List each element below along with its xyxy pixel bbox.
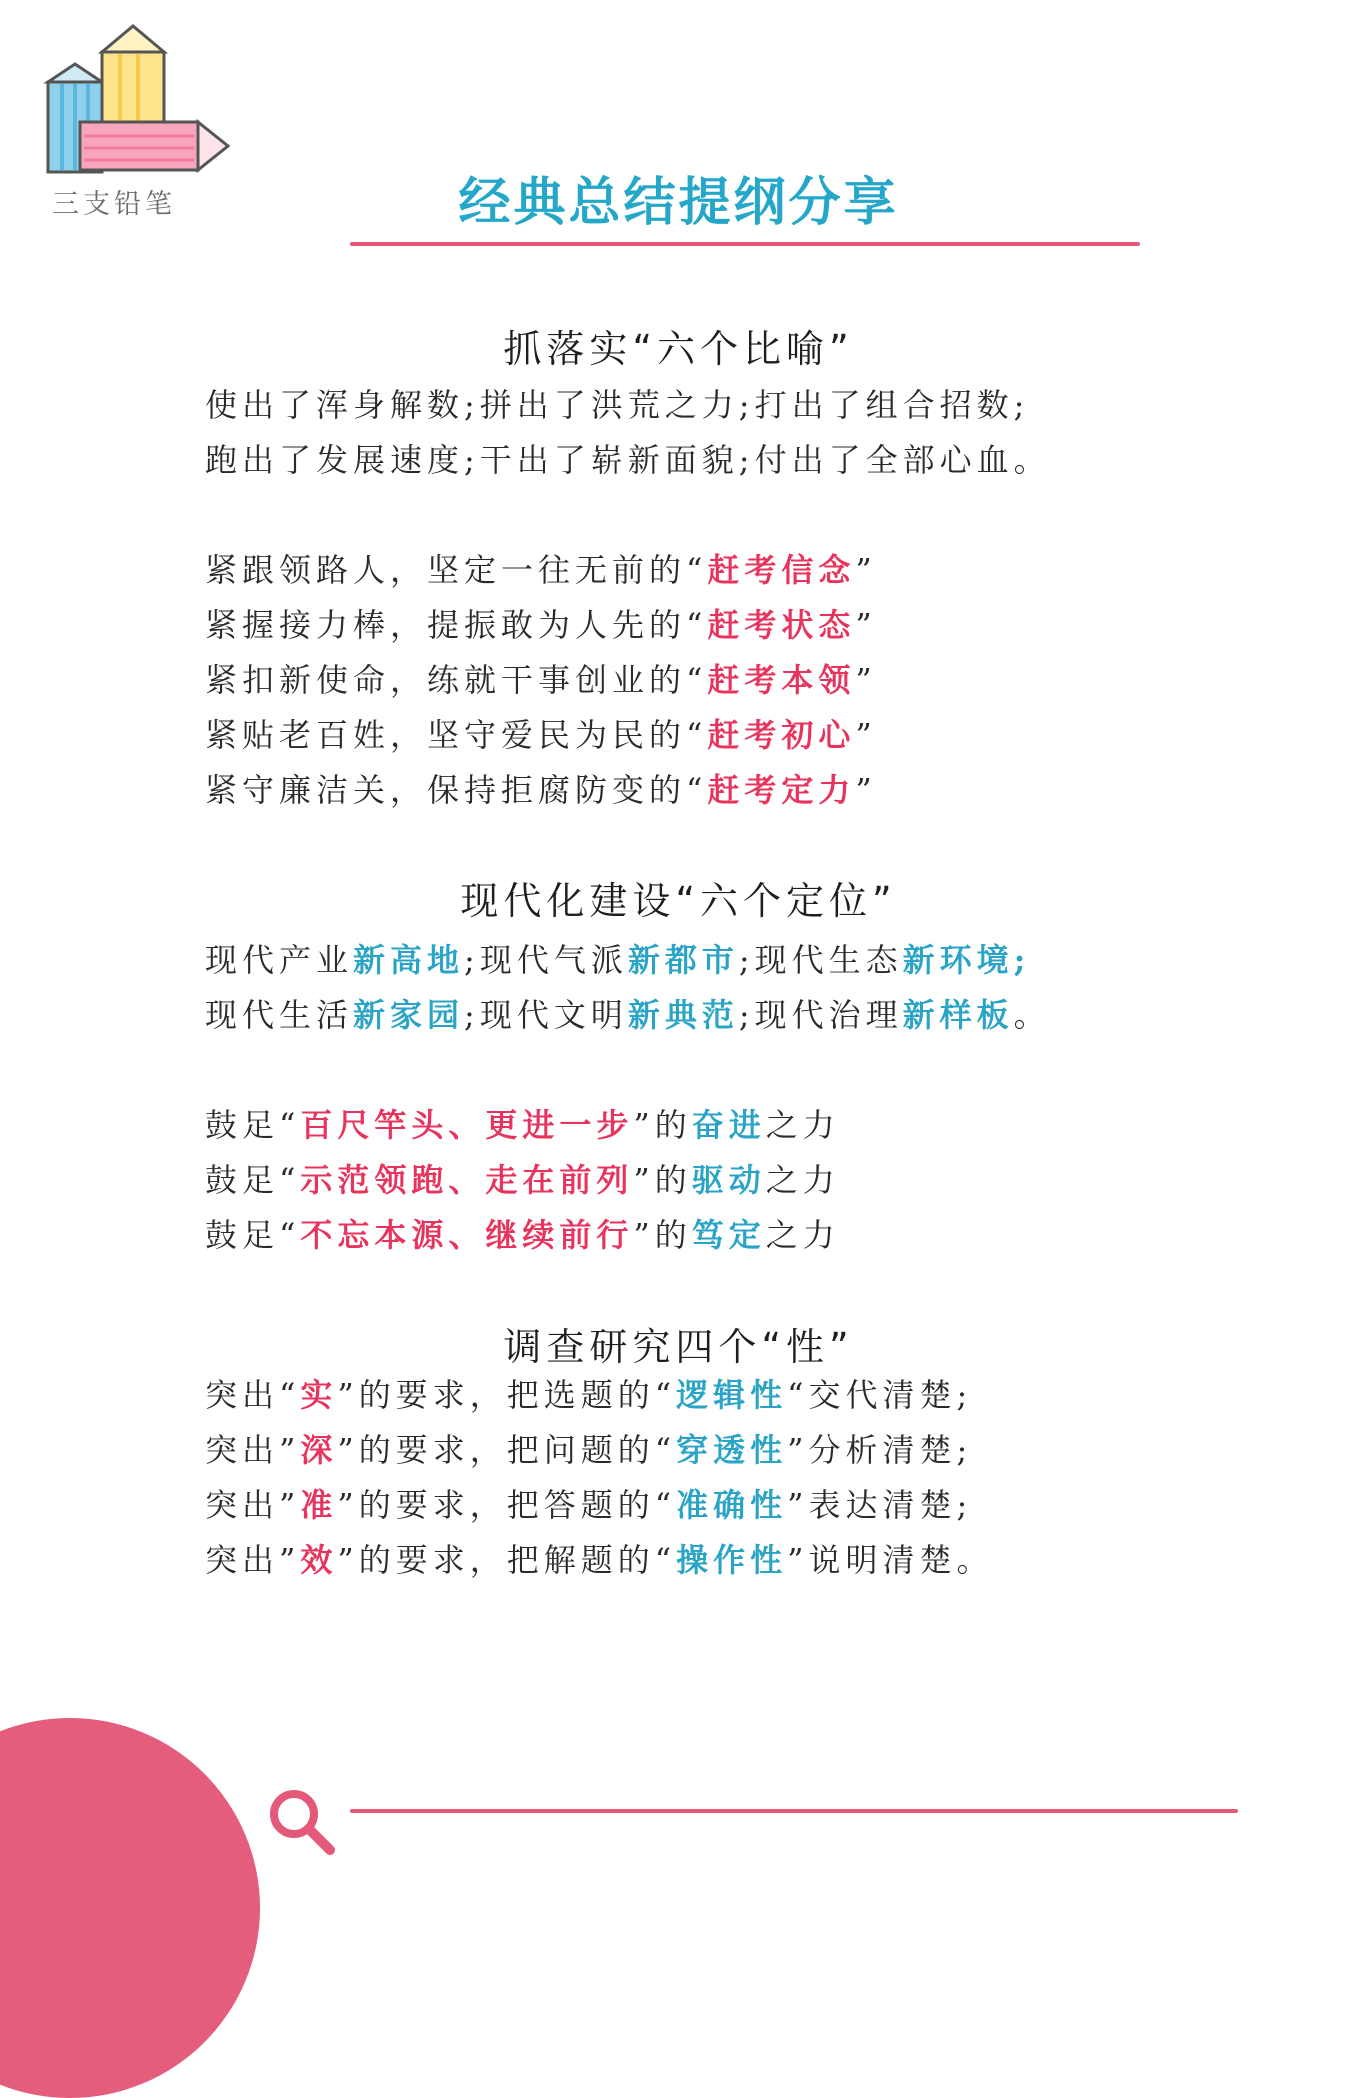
highlight-text: 赶考信念: [707, 551, 856, 589]
highlight-text: 准确性: [676, 1486, 788, 1524]
section-title: 现代化建设“六个定位”: [460, 879, 897, 923]
text-segment: 跑出了发展速度;干出了崭新面貌;付出了全部心血。: [205, 441, 1051, 479]
section-title: 抓落实“六个比喻”: [503, 327, 854, 371]
decorative-circle: [0, 1718, 260, 2098]
text-line: [205, 935, 1030, 981]
text-line: [205, 1100, 840, 1146]
highlight-text: 驱动: [691, 1161, 766, 1199]
text-segment: ;现代文明: [464, 996, 628, 1034]
text-line: [205, 435, 1051, 481]
highlight-text: 不忘本源、继续前行: [300, 1216, 634, 1254]
highlight-text: 新环境;: [902, 941, 1031, 979]
text-segment: ”的要求，把选题的“: [337, 1376, 677, 1414]
text-segment: ”的: [633, 1216, 692, 1254]
highlight-text: 深: [300, 1431, 338, 1469]
text-segment: ”的: [633, 1106, 692, 1144]
text-segment: 之力: [765, 1216, 840, 1254]
search-icon: [262, 1782, 342, 1862]
footer-divider: [350, 1809, 1238, 1813]
text-segment: 之力: [765, 1161, 840, 1199]
text-segment: 紧扣新使命，练就干事创业的“: [205, 661, 708, 699]
highlight-text: 赶考初心: [707, 716, 856, 754]
text-segment: 之力: [765, 1106, 840, 1144]
highlight-text: 示范领跑、走在前列: [300, 1161, 634, 1199]
highlight-text: 新样板: [902, 996, 1014, 1034]
highlight-text: 赶考本领: [707, 661, 856, 699]
title-divider: [350, 242, 1140, 246]
text-segment: ”的要求，把答题的“: [337, 1486, 677, 1524]
text-segment: ”的要求，把解题的“: [337, 1541, 677, 1579]
text-segment: ;现代气派: [464, 941, 628, 979]
text-line: [205, 1535, 994, 1581]
text-segment: ”的: [633, 1161, 692, 1199]
text-segment: ”分析清楚;: [787, 1431, 973, 1469]
text-line: [205, 1210, 840, 1256]
text-line: [205, 545, 877, 591]
highlight-text: 赶考状态: [707, 606, 856, 644]
text-segment: ”: [855, 551, 877, 589]
text-line: [205, 765, 877, 811]
text-line: [205, 655, 877, 701]
text-segment: 紧贴老百姓，坚守爱民为民的“: [205, 716, 708, 754]
text-segment: 突出”: [205, 1486, 301, 1524]
text-segment: 鼓足“: [205, 1106, 301, 1144]
text-segment: ”的要求，把问题的“: [337, 1431, 677, 1469]
text-segment: ”: [855, 771, 877, 809]
highlight-text: 操作性: [676, 1541, 788, 1579]
text-segment: “交代清楚;: [787, 1376, 973, 1414]
highlight-text: 穿透性: [676, 1431, 788, 1469]
text-segment: 使出了浑身解数;拼出了洪荒之力;打出了组合招数;: [205, 386, 1030, 424]
highlight-text: 新高地: [353, 941, 465, 979]
highlight-text: 奋进: [691, 1106, 766, 1144]
highlight-text: 笃定: [691, 1216, 766, 1254]
highlight-text: 准: [300, 1486, 338, 1524]
text-line: [205, 1155, 840, 1201]
text-line: [205, 1480, 972, 1526]
text-segment: 紧跟领路人，坚定一往无前的“: [205, 551, 708, 589]
highlight-text: 新家园: [353, 996, 465, 1034]
text-segment: 紧守廉洁关，保持拒腐防变的“: [205, 771, 708, 809]
text-segment: 突出”: [205, 1541, 301, 1579]
text-segment: ;现代治理: [738, 996, 903, 1034]
highlight-text: 新都市: [627, 941, 739, 979]
logo-text: 三支铅笔: [52, 189, 176, 220]
text-segment: 突出“: [205, 1376, 301, 1414]
page-title: 经典总结提纲分享: [458, 172, 899, 233]
text-segment: 鼓足“: [205, 1161, 301, 1199]
text-segment: ”表达清楚;: [787, 1486, 973, 1524]
highlight-text: 新典范: [627, 996, 739, 1034]
highlight-text: 效: [300, 1541, 338, 1579]
highlight-text: 赶考定力: [707, 771, 856, 809]
text-line: [205, 990, 1051, 1036]
text-segment: ”说明清楚。: [787, 1541, 994, 1579]
text-segment: ”: [855, 661, 877, 699]
text-segment: ;现代生态: [738, 941, 903, 979]
text-segment: 现代产业: [205, 941, 354, 979]
text-segment: 突出”: [205, 1431, 301, 1469]
text-line: [205, 710, 877, 756]
text-line: [205, 1425, 972, 1471]
text-line: [205, 600, 877, 646]
section-title: 调查研究四个“性”: [503, 1325, 854, 1369]
text-segment: 。: [1013, 996, 1051, 1034]
highlight-text: 实: [300, 1376, 338, 1414]
highlight-text: 逻辑性: [676, 1376, 788, 1414]
highlight-text: 百尺竿头、更进一步: [300, 1106, 634, 1144]
text-segment: 鼓足“: [205, 1216, 301, 1254]
text-line: [205, 380, 1029, 426]
pencils-icon: [40, 22, 240, 182]
text-line: [205, 1370, 972, 1416]
text-segment: ”: [855, 716, 877, 754]
text-segment: ”: [855, 606, 877, 644]
text-segment: 现代生活: [205, 996, 354, 1034]
text-segment: 紧握接力棒，提振敢为人先的“: [205, 606, 708, 644]
